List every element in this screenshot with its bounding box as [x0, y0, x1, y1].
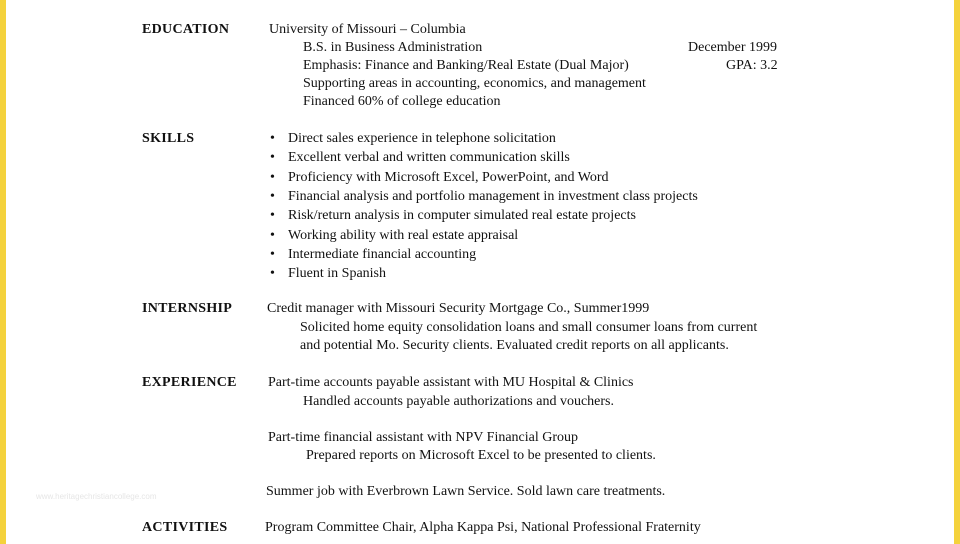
watermark: www.heritagechristiancollege.com	[36, 492, 157, 501]
bullet-icon: •	[270, 189, 275, 204]
bullet-icon: •	[270, 247, 275, 262]
education-school: University of Missouri – Columbia	[269, 22, 466, 37]
education-degree: B.S. in Business Administration	[303, 40, 483, 55]
bullet-icon: •	[270, 266, 275, 281]
education-gpa: GPA: 3.2	[726, 58, 778, 73]
skill-item: • Proficiency with Microsoft Excel, PowerPoint, and Word	[270, 170, 609, 185]
education-financed: Financed 60% of college education	[303, 94, 501, 109]
internship-title: Credit manager with Missouri Security Mortgage Co., Summer1999	[267, 301, 650, 316]
skills-heading: SKILLS	[142, 131, 195, 146]
resume-page	[6, 0, 954, 544]
skill-item: • Risk/return analysis in computer simulated real estate projects	[270, 208, 636, 223]
experience-job2-title: Part-time financial assistant with NPV Financial Group	[268, 430, 579, 445]
bullet-icon: •	[270, 150, 275, 165]
skill-item: • Excellent verbal and written communication skills	[270, 150, 570, 165]
skill-item: • Working ability with real estate appraisal	[270, 228, 519, 243]
internship-desc-2: and potential Mo. Security clients. Evaluated credit reports on all applicants.	[300, 338, 729, 353]
skill-item: • Financial analysis and portfolio management in investment class projects	[270, 189, 698, 204]
education-supporting: Supporting areas in accounting, economics, and management	[303, 76, 646, 91]
activities-heading: ACTIVITIES	[142, 520, 228, 535]
skill-item: • Fluent in Spanish	[270, 266, 387, 281]
bullet-icon: •	[270, 228, 275, 243]
skill-item: • Direct sales experience in telephone solicitation	[270, 131, 556, 146]
experience-heading: EXPERIENCE	[142, 375, 237, 390]
experience-job1-desc: Handled accounts payable authorizations and vouchers.	[303, 394, 615, 409]
education-emphasis: Emphasis: Finance and Banking/Real Estate (Dual Major)	[303, 58, 629, 73]
bullet-icon: •	[270, 131, 275, 146]
experience-job1-title: Part-time accounts payable assistant with MU Hospital & Clinics	[268, 375, 634, 390]
education-heading: EDUCATION	[142, 22, 230, 37]
internship-heading: INTERNSHIP	[142, 301, 233, 316]
experience-job2-desc: Prepared reports on Microsoft Excel to be presented to clients.	[306, 448, 656, 463]
experience-job3: Summer job with Everbrown Lawn Service. Sold lawn care treatments.	[266, 484, 666, 499]
activities-item: Program Committee Chair, Alpha Kappa Psi, National Professional Fraternity	[265, 520, 701, 535]
bullet-icon: •	[270, 208, 275, 223]
education-date: December 1999	[688, 40, 778, 55]
internship-desc-1: Solicited home equity consolidation loans and small consumer loans from current	[300, 320, 758, 335]
bullet-icon: •	[270, 170, 275, 185]
skill-item: • Intermediate financial accounting	[270, 247, 477, 262]
